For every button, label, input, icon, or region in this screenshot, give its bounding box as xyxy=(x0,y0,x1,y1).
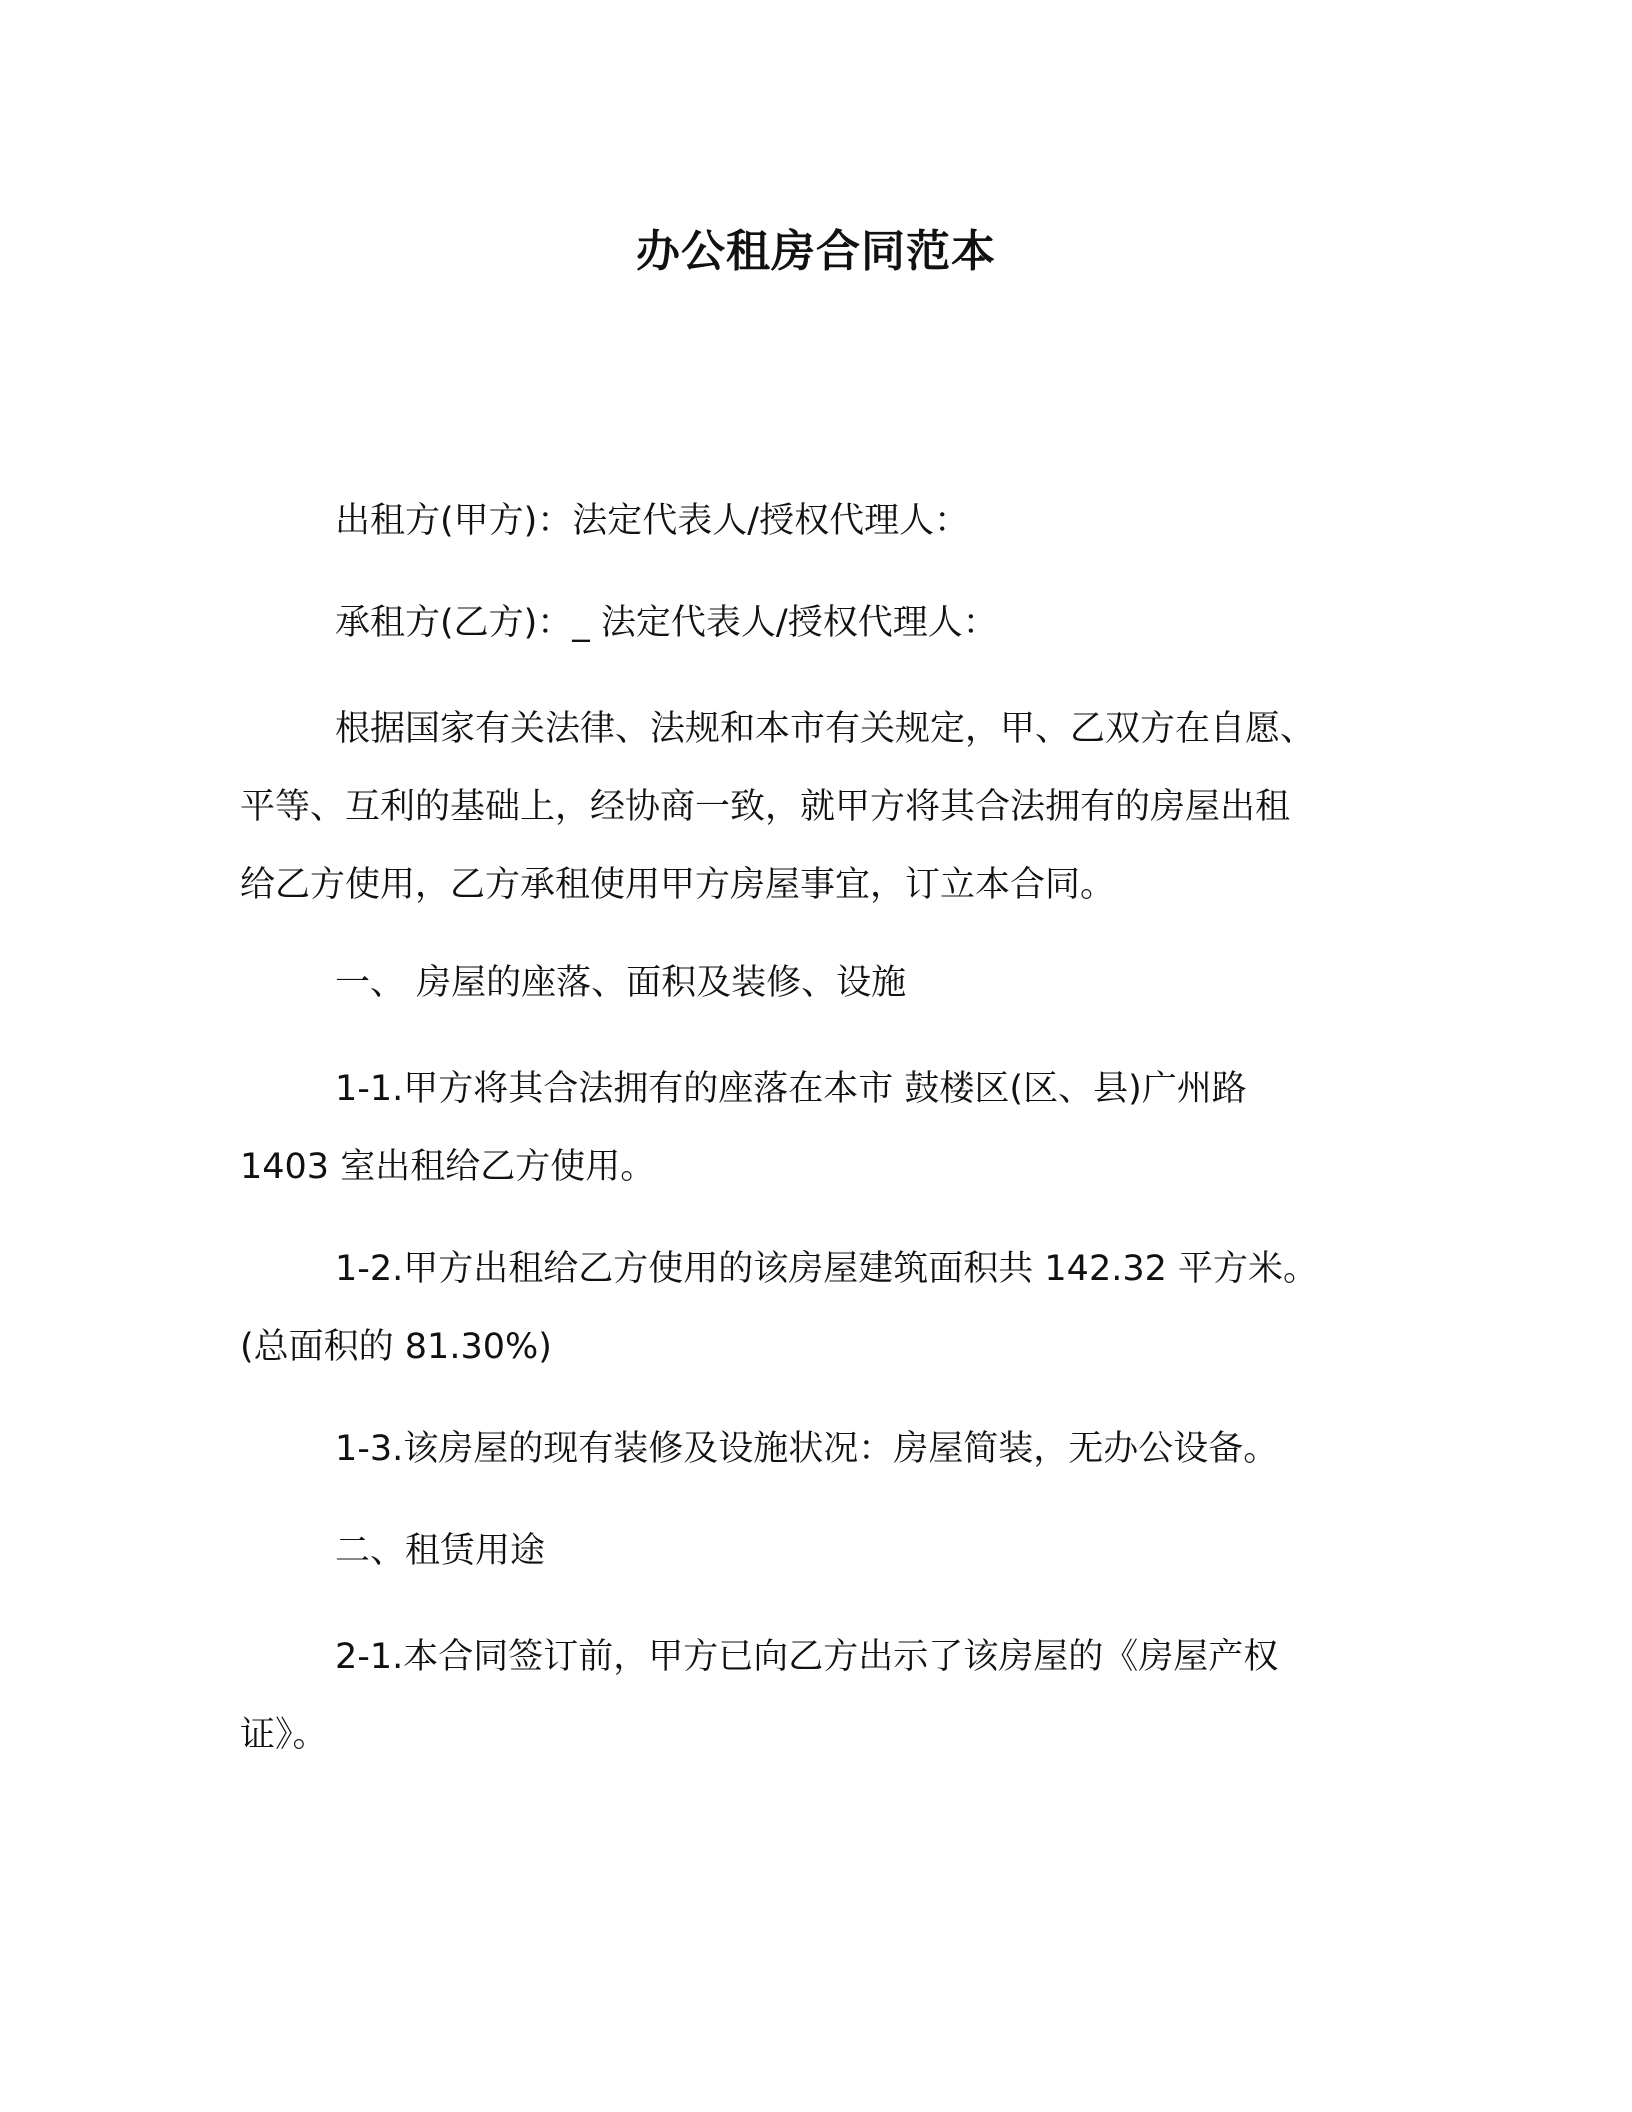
clause-1-1 xyxy=(240,1050,1390,1206)
paragraph-line: 平等、互利的基础上，经协商一致，就甲方将其合法拥有的房屋出租 xyxy=(240,787,1291,827)
paragraph-line: 给乙方使用，乙方承租使用甲方房屋事宜，订立本合同。 xyxy=(240,865,1116,905)
section-heading-1 xyxy=(240,944,1390,1022)
paragraph-line: 1-3.该房屋的现有装修及设施状况：房屋简装，无办公设备。 xyxy=(335,1429,1279,1469)
paragraph-lessor xyxy=(240,482,1390,560)
paragraph-line: 1-2.甲方出租给乙方使用的该房屋建筑面积共 142.32 平方米。 xyxy=(335,1249,1319,1289)
clause-1-2 xyxy=(240,1230,1390,1386)
paragraph-line: 证》。 xyxy=(240,1715,328,1755)
paragraph-line: 1-1.甲方将其合法拥有的座落在本市 鼓楼区(区、县)广州路 xyxy=(335,1069,1247,1109)
document-title: 办公租房合同范本 xyxy=(636,226,996,277)
paragraph-line: 出租方(甲方)：法定代表人/授权代理人： xyxy=(335,501,970,541)
clause-1-3 xyxy=(240,1410,1390,1488)
section-heading-2 xyxy=(240,1512,1390,1590)
paragraph-line: 承租方(乙方)：_ 法定代表人/授权代理人： xyxy=(335,603,998,643)
paragraph-line: 根据国家有关法律、法规和本市有关规定，甲、乙双方在自愿、 xyxy=(335,709,1316,749)
paragraph-line: 1403 室出租给乙方使用。 xyxy=(240,1147,656,1187)
paragraph-line: (总面积的 81.30%) xyxy=(240,1327,552,1367)
paragraph-lessee xyxy=(240,584,1390,662)
paragraph-preamble xyxy=(240,690,1390,924)
clause-2-1 xyxy=(240,1618,1390,1774)
paragraph-line: 2-1.本合同签订前，甲方已向乙方出示了该房屋的《房屋产权 xyxy=(335,1637,1279,1677)
paragraph-line: 一、 房屋的座落、面积及装修、设施 xyxy=(335,963,907,1003)
paragraph-line: 二、租赁用途 xyxy=(335,1531,546,1571)
